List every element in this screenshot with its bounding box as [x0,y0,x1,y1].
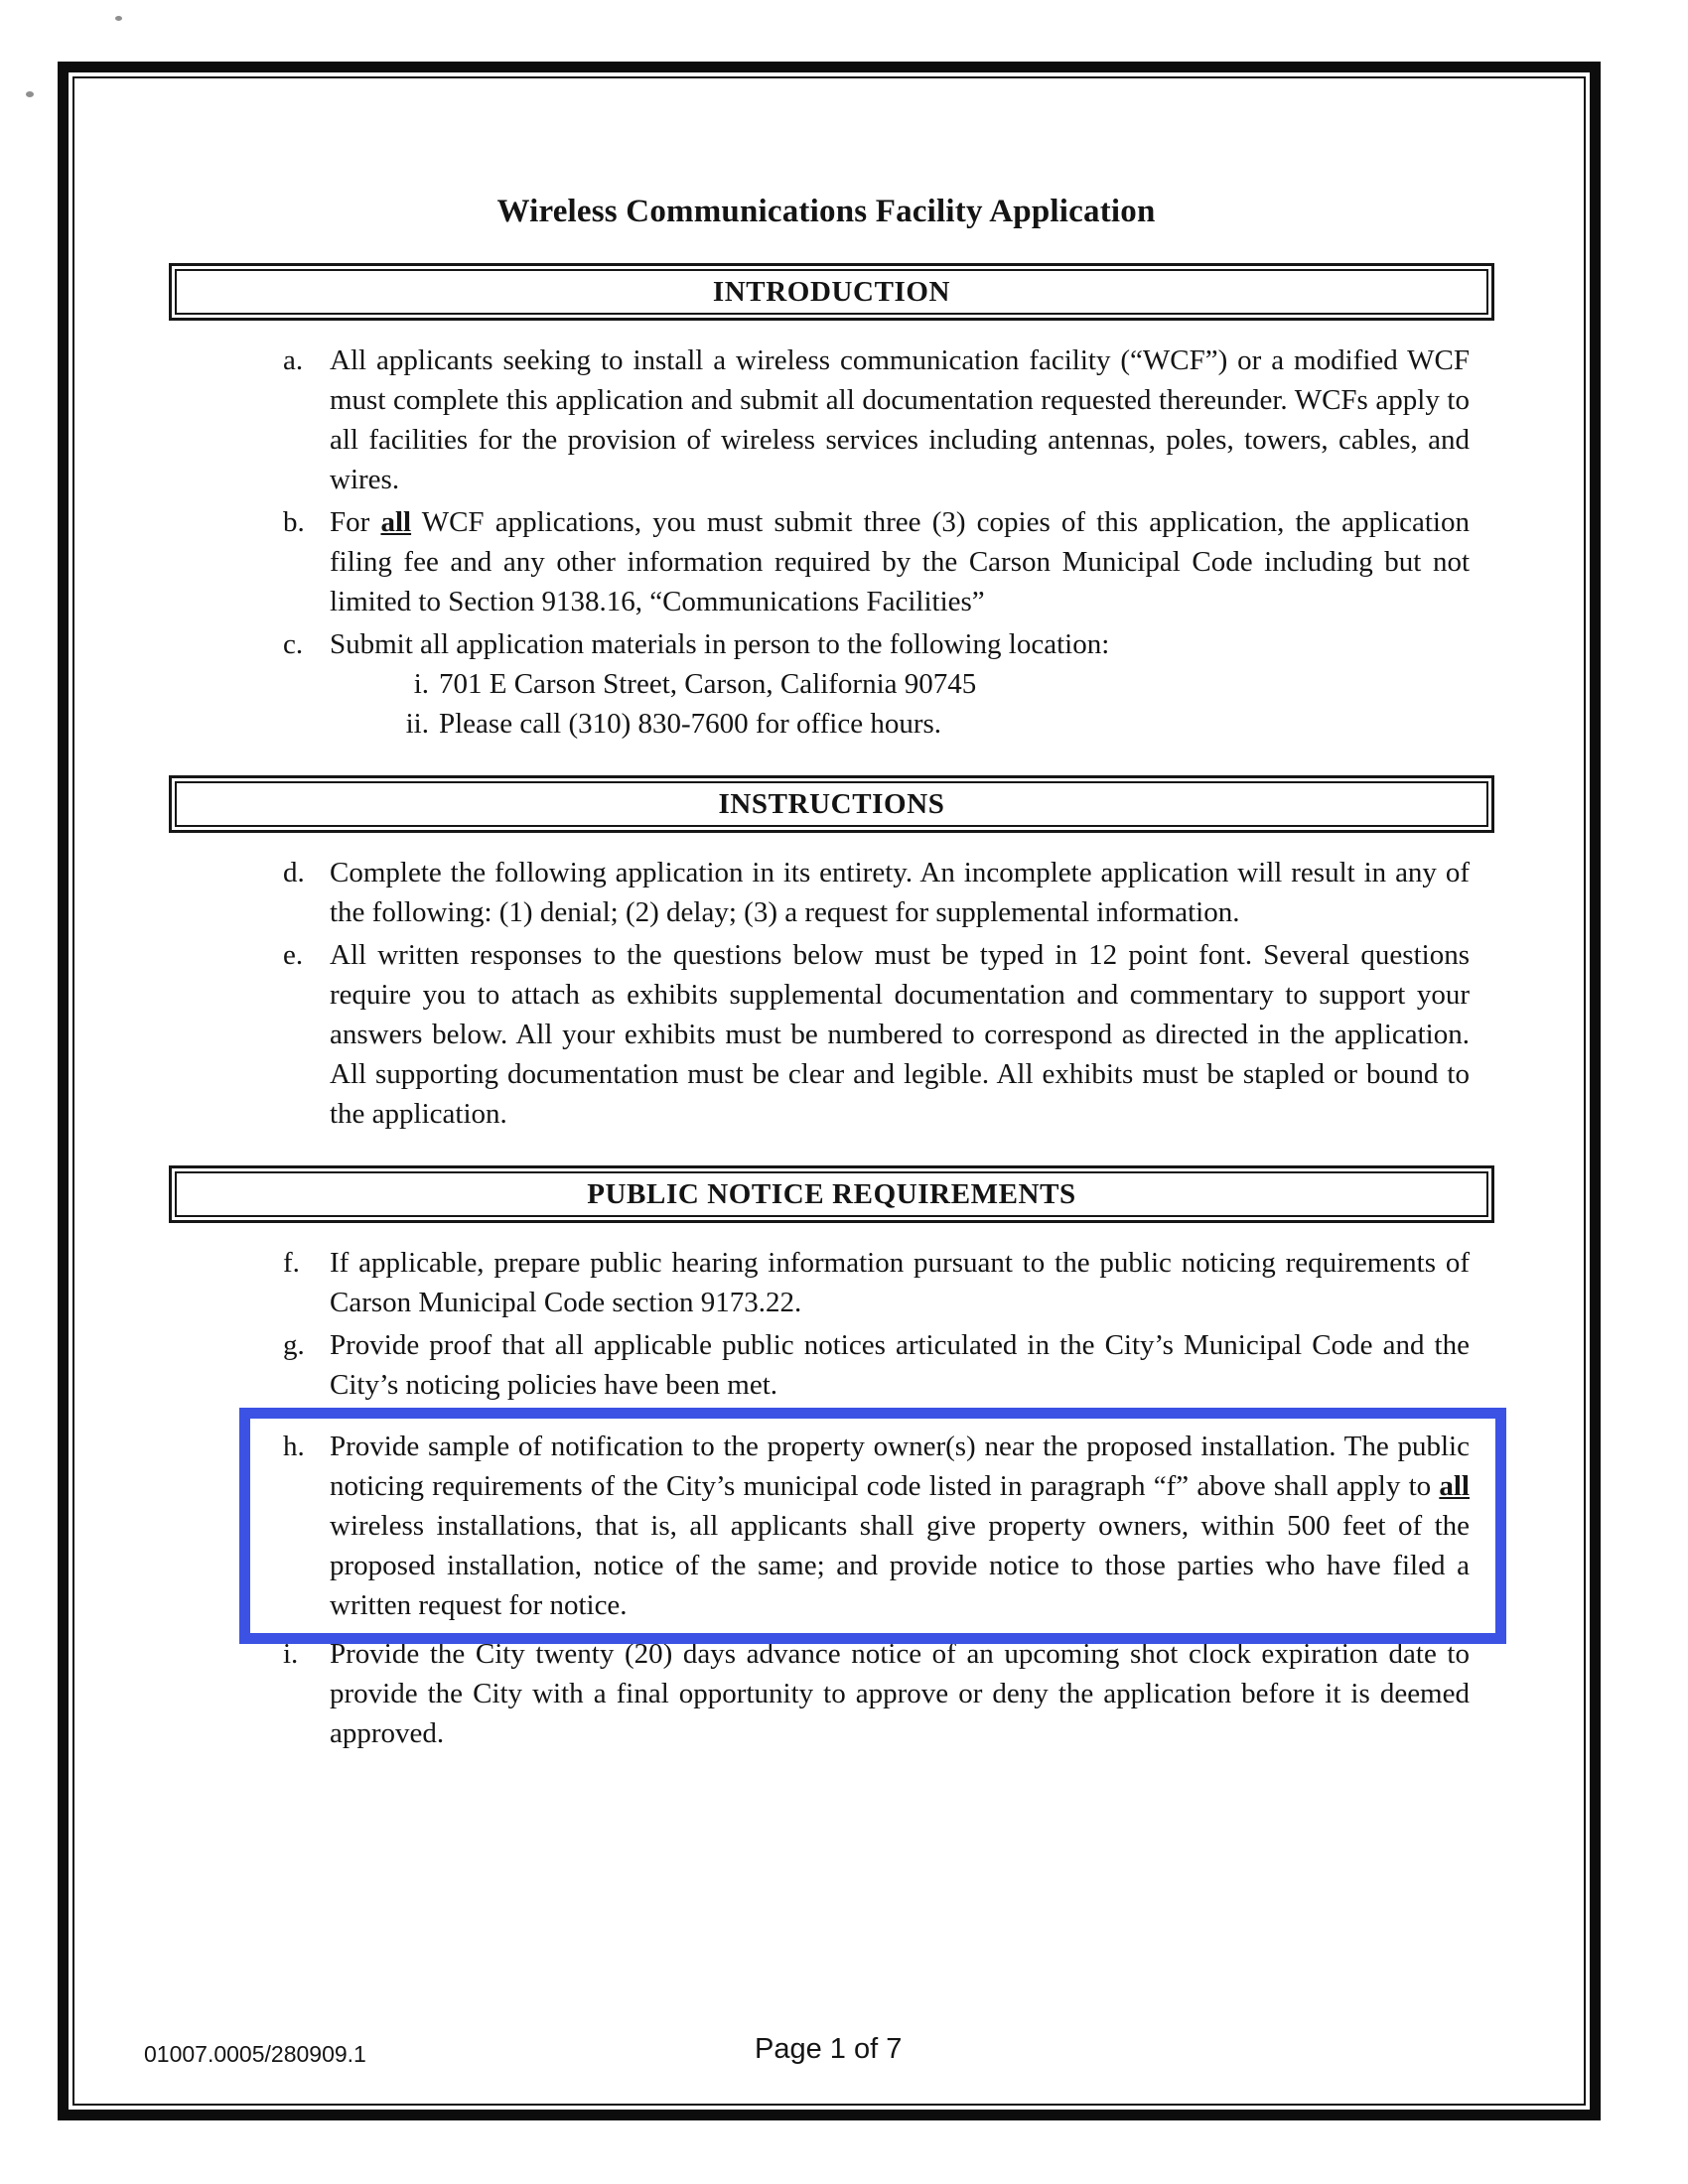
page-content [69,72,1584,2108]
item-text-segment: If applicable, prepare public hearing information pursuant to the public noticing requirements of Carson Municipal Code section 9173.22. [330,1247,1470,1318]
sub-item-text [439,664,1470,704]
item-marker: g. [283,1329,305,1361]
public-notice-item-list [283,1243,1470,1753]
list-item-d [283,853,1470,932]
list-item-b [283,502,1470,621]
item-text-segment: All written responses to the questions below must be typed in 12 point font. Several questions require you to attach as exhibits supplemental documentation and commentary to support your answers below. All your exhibits must be numbered to correspond as directed in the application. All supporting documentation must be clear and legible. All exhibits must be stapled or bound to the application. [330,939,1470,1130]
sub-item-i [330,664,1470,704]
item-text-segment: wireless installations, that is, all applicants shall give property owners, within 500 feet of the proposed installation, notice of the same; and provide notice to those parties who have filed a written request for notice. [330,1510,1470,1621]
item-text-segment: Provide sample of notification to the property owner(s) near the proposed installation. The public noticing requirements of the City’s municipal code listed in paragraph “f” above shall apply to [330,1431,1470,1502]
item-text [330,1243,1470,1322]
section-header-label: INSTRUCTIONS [175,781,1488,827]
footer-page-number: Page 1 of 7 [755,2033,903,2065]
item-marker: a. [283,344,304,376]
document-title: Wireless Communications Facility Application [496,194,1156,229]
sub-item-marker: i. [413,668,429,700]
item-marker: h. [283,1431,305,1462]
list-item-c [283,624,1470,744]
item-marker: f. [283,1247,300,1279]
emphasized-text: all [1439,1470,1470,1502]
item-marker: d. [283,857,305,888]
item-marker: e. [283,939,304,971]
introduction-item-list [283,341,1470,744]
list-item-a [283,341,1470,499]
item-text [330,341,1470,499]
item-text [330,935,1470,1134]
item-text-segment: Provide proof that all applicable public notices articulated in the City’s Municipal Code and the City’s noticing policies have been met. [330,1329,1470,1401]
list-item-f [283,1243,1470,1322]
section-header-introduction [169,263,1494,321]
item-text-segment: Complete the following application in its entirety. An incomplete application will result in any of the following: (1) denial; (2) delay; (3) a request for supplemental information. [330,857,1470,928]
list-item-e [283,935,1470,1134]
item-text [330,1634,1470,1753]
item-text [330,1325,1470,1405]
item-text-segment: For [330,506,381,538]
footer-doc-number: 01007.0005/280909.1 [144,2041,366,2067]
section-header-label: PUBLIC NOTICE REQUIREMENTS [175,1171,1488,1217]
item-text-segment: Submit all application materials in person to the following location: [330,628,1110,660]
list-item-i [283,1634,1470,1753]
item-text-segment: 701 E Carson Street, Carson, California 90745 [439,668,977,700]
list-item-g [283,1325,1470,1405]
emphasized-text: all [380,506,412,538]
item-text [330,502,1470,621]
sub-item-marker: ii. [405,708,429,740]
scan-speck [115,16,122,21]
page-footer [0,2031,1688,2081]
item-text [330,853,1470,932]
item-text-segment: All applicants seeking to install a wireless communication facility (“WCF”) or a modified WCF must complete this application and submit all documentation requested thereunder. WCFs apply to all facilities for the provision of wireless services including antennas, poles, towers, cables, and wires. [330,344,1470,495]
item-marker: i. [283,1638,299,1670]
scan-speck [26,91,34,97]
sub-item-ii [330,704,1470,744]
item-marker: b. [283,506,305,538]
item-text-segment: Please call (310) 830-7600 for office hours. [439,708,942,740]
section-header-public-notice-requirements [169,1165,1494,1223]
highlight-box list-item-h [239,1408,1506,1644]
sub-item-text [439,704,1470,744]
item-text-segment: WCF applications, you must submit three (3) copies of this application, the application filing fee and any other information required by the Carson Municipal Code including but not limited to Section 9138.16, “Communications Facilities” [330,506,1470,617]
item-text [330,624,1470,744]
item-marker: c. [283,628,304,660]
item-text-segment: Provide the City twenty (20) days advance notice of an upcoming shot clock expiration date to provide the City with a final opportunity to approve or deny the application before it is deemed approved. [330,1638,1470,1749]
section-header-instructions [169,775,1494,833]
section-header-label: INTRODUCTION [175,269,1488,315]
item-text [330,1427,1470,1625]
instructions-item-list [283,853,1470,1134]
